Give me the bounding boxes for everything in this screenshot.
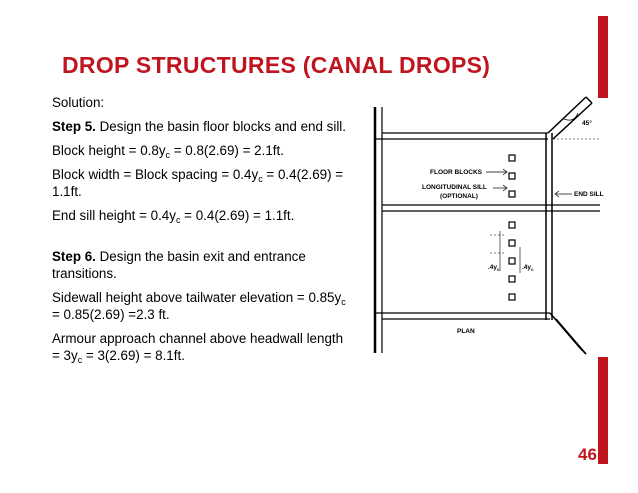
end-sill-formula: [52, 207, 352, 224]
block-height-sub: c: [165, 150, 171, 160]
floor-block: [509, 294, 515, 300]
sidewall-formula: [52, 289, 352, 323]
armour-formula: [52, 330, 352, 364]
step6-text: Design the basin exit and entrance transitions.: [52, 249, 306, 281]
block-width-post: = 0.4(2.69) = 1.1ft.: [52, 167, 344, 199]
end-sill-pre: End sill height = 0.4y: [52, 208, 176, 223]
slide-title: DROP STRUCTURES (CANAL DROPS): [62, 52, 491, 78]
sidewall-post: = 0.85(2.69) =2.3 ft.: [52, 307, 170, 322]
optional-label: (OPTIONAL): [440, 193, 478, 200]
step5-paragraph: [52, 118, 352, 135]
floor-blocks: [509, 155, 515, 300]
block-width-formula: [52, 166, 352, 200]
upper-wingwall-1: [548, 97, 586, 133]
step5-label: Step 5.: [52, 119, 96, 134]
plan-label: PLAN: [457, 328, 475, 335]
angle-label: 45°: [582, 120, 592, 127]
sidewall-sub: c: [341, 297, 346, 307]
floor-block: [509, 258, 515, 264]
solution-text-block: [52, 94, 352, 371]
floor-block: [509, 240, 515, 246]
floor-block: [509, 222, 515, 228]
upper-wingwall-end: [586, 97, 592, 103]
floor-block: [509, 191, 515, 197]
end-sill-label: END SILL: [574, 191, 604, 198]
block-height-formula: [52, 142, 352, 159]
longitudinal-sill-label: LONGITUDINAL SILL: [422, 184, 487, 191]
floor-block: [509, 276, 515, 282]
page-number: 46: [578, 445, 597, 464]
armour-pre: Armour approach channel above headwall length = 3y: [52, 331, 344, 363]
block-width-sub: c: [258, 174, 263, 184]
accent-bar-bottom: [598, 357, 608, 464]
dimension-label-1: $.4y_c$: [488, 264, 500, 272]
sidewall-pre: Sidewall height above tailwater elevation = 0.85y: [52, 290, 342, 305]
end-sill-sub: c: [175, 215, 181, 225]
step6-label: Step 6.: [52, 249, 96, 264]
floor-blocks-label: FLOOR BLOCKS: [430, 169, 482, 176]
dimension-label-2: $.4y_c$: [522, 264, 534, 272]
armour-sub: c: [77, 355, 83, 365]
block-height-pre: Block height = 0.8y: [52, 143, 166, 158]
step6-paragraph: [52, 248, 352, 282]
lower-wingwall-end: [580, 348, 586, 354]
stilling-basin-plan-figure: [360, 95, 604, 365]
accent-bar-top: [598, 16, 608, 98]
armour-post: = 3(2.69) = 8.1ft.: [82, 348, 185, 363]
step5-text: Design the basin floor blocks and end sill.: [95, 119, 347, 134]
floor-block: [509, 173, 515, 179]
block-height-post: = 0.8(2.69) = 2.1ft.: [170, 143, 284, 158]
end-sill-post: = 0.4(2.69) = 1.1ft.: [180, 208, 295, 223]
block-width-pre: Block width = Block spacing = 0.4y: [52, 167, 259, 182]
solution-label: Solution:: [52, 95, 105, 110]
floor-block: [509, 155, 515, 161]
